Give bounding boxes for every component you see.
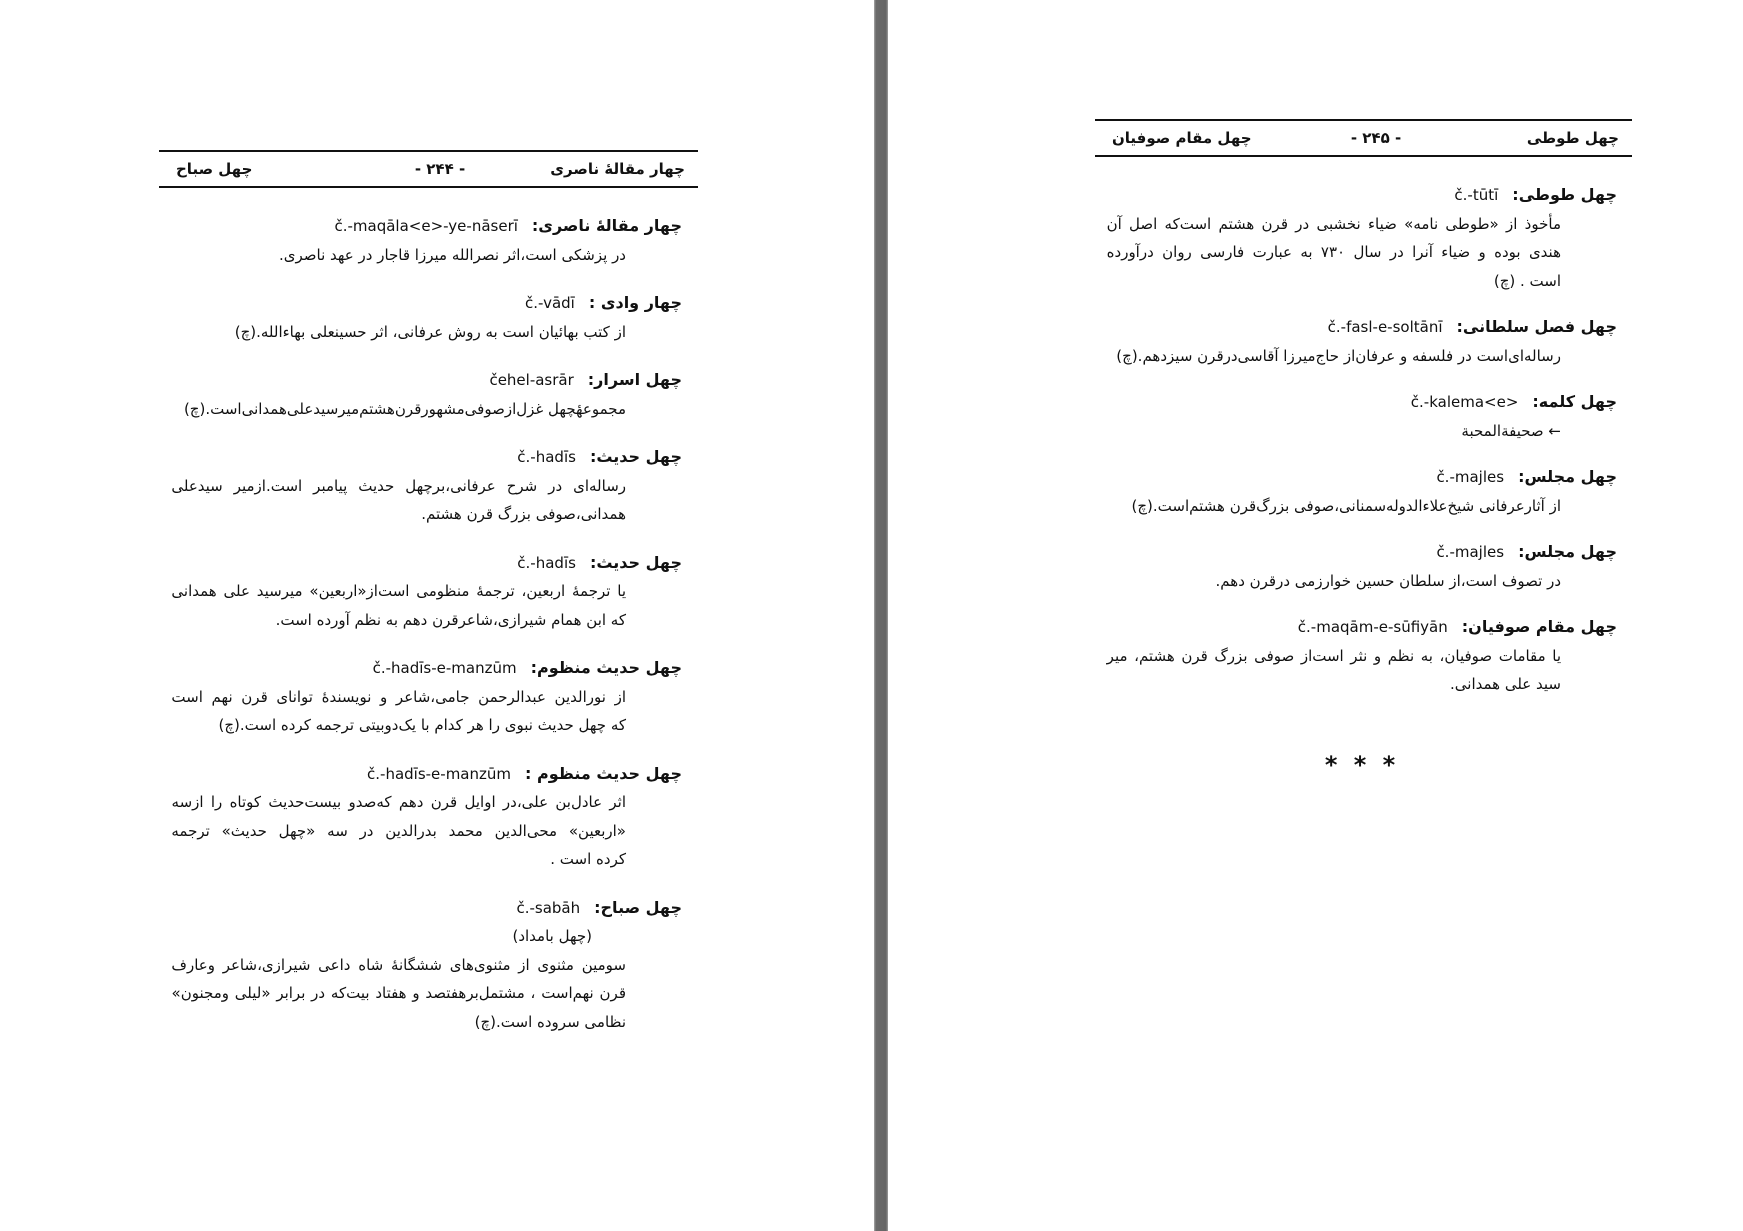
headword-line: [171, 654, 682, 683]
entry: [171, 212, 682, 269]
headword-line: [171, 289, 682, 318]
headword-line: [1106, 613, 1617, 642]
headword: چهل حدیث منظوم:: [530, 658, 682, 677]
body-text: هندی بوده و ضیاء آنرا در سال ۷۳۰ به عبارت فارسی روان درآورده: [1106, 243, 1561, 261]
body-line: [171, 472, 626, 501]
body-text: «اربعین» محی‌الدین محمد بدرالدین در سه «چهل حدیث» ترجمه: [171, 821, 626, 840]
entry: [1106, 613, 1617, 699]
body-text: رساله‌ای‌است در فلسفه و عرفان‌از حاج‌میرزا آقاسی‌درقرن سیزدهم.(چ): [1116, 346, 1561, 365]
entry: [171, 549, 682, 635]
body-text: در پزشکی است،اثر نصرالله میرزا قاجار در عهد ناصری.: [278, 245, 626, 264]
transliteration: č.-hadīs: [517, 553, 576, 572]
body-text: سید علی همدانی.: [1450, 675, 1561, 693]
entry: [171, 894, 682, 1037]
running-header: [159, 150, 698, 188]
headword: چهل کلمه:: [1532, 392, 1617, 411]
headword-line: [1106, 388, 1617, 417]
entry: [171, 654, 682, 740]
headword: چهل مقام صوفیان:: [1461, 617, 1617, 636]
body-line: [1106, 567, 1561, 596]
body-line: [171, 318, 626, 347]
body-line: [171, 788, 626, 817]
headword: چهل حدیث منظوم :: [525, 763, 682, 783]
body-text: کرده است .: [550, 850, 626, 868]
headword: چهل مجلس:: [1518, 467, 1617, 486]
page-number: - ۲۴۵ -: [1350, 129, 1402, 147]
body-text: در تصوف است،از سلطان حسین خوارزمی درقرن دهم.: [1215, 571, 1561, 590]
body-text: مجموعهٔچهل غزل‌ازصوفی‌مشهورقرن‌هشتم‌میرسیدعلی‌همدانی‌است.(چ): [183, 399, 626, 418]
header-first-entry: چهل طوطی: [1526, 129, 1619, 147]
body-line: [1106, 670, 1561, 699]
body-line: [1106, 210, 1561, 239]
entry: [171, 443, 682, 529]
headword: چهل حدیث:: [589, 447, 682, 466]
book-page: [888, 0, 1743, 1231]
headword-line: [1106, 313, 1617, 342]
body-line: [171, 606, 626, 635]
transliteration: č.-maqām-e-sūfiyān: [1297, 618, 1448, 636]
headword: چهل طوطی:: [1512, 185, 1617, 204]
entry: [1106, 313, 1617, 370]
headword-line: [171, 894, 682, 923]
entry: [171, 760, 682, 874]
headword: چهل صباح:: [594, 897, 682, 917]
entry: [1106, 463, 1617, 520]
transliteration: č.-vādī: [525, 294, 575, 312]
body-line: [171, 683, 626, 712]
body-text: یا ترجمهٔ اربعین، ترجمهٔ منظومی است‌از«اربعین» میرسید علی همدانی: [171, 582, 626, 600]
entry: [1106, 538, 1617, 595]
transliteration: č.-fasl-e-soltānī: [1327, 318, 1443, 336]
entry-list: [171, 212, 682, 1036]
transliteration: čehel-asrār: [489, 371, 574, 389]
transliteration: č.-majles: [1436, 543, 1505, 561]
body-line: [1106, 238, 1561, 267]
headword: چهار مقالهٔ ناصری:: [531, 216, 682, 235]
body-text: از کتب بهائیان است به روش عرفانی، اثر حسینعلی بهاءالله.(چ): [234, 322, 626, 341]
headword-line: [1106, 538, 1617, 567]
body-text: اثر عادل‌بن علی،در اوایل قرن دهم که‌صدو بیست‌حدیث کوتاه را ازسه: [171, 793, 626, 811]
headword: چهل حدیث:: [589, 552, 682, 572]
entry: [1106, 181, 1617, 295]
body-text: است . (چ): [1493, 271, 1561, 290]
headword: چهل مجلس:: [1518, 542, 1617, 561]
body-line: [1106, 267, 1561, 296]
body-line: [171, 711, 626, 740]
entry: [171, 366, 682, 423]
headword: چهل فصل سلطانی:: [1456, 317, 1617, 336]
headword-line: [1106, 463, 1617, 492]
transliteration: č.-maqāla<e>-ye-nāserī: [334, 217, 518, 235]
entry-list: [1106, 181, 1617, 699]
transliteration: č.-hadīs-e-manzūm: [367, 764, 512, 783]
body-line: [171, 979, 626, 1008]
body-line: [171, 577, 626, 606]
body-text: که چهل حدیث نبوی را هر کدام با یک‌دوبیتی ترجمه کرده است.(چ): [218, 716, 626, 734]
page-number: - ۲۴۴ -: [414, 160, 466, 178]
body-text: ← صحیفةالمحبة: [1461, 421, 1561, 440]
headword-line: [171, 443, 682, 472]
transliteration: č.-sabāh: [516, 898, 581, 917]
entry: [171, 289, 682, 346]
transliteration: č.-hadīs: [517, 448, 576, 466]
body-line: [171, 395, 626, 424]
headword-line: [1106, 181, 1617, 210]
entry-subtitle: (چهل بامداد): [512, 927, 592, 945]
headword-line: [171, 212, 682, 241]
transliteration: č.-kalema<e>: [1410, 393, 1519, 411]
body-line: [1106, 342, 1561, 371]
body-text: مأخوذ از «طوطی نامه» ضیاء نخشبی در قرن هشتم است‌که اصل آن: [1106, 214, 1561, 233]
entry: [1106, 388, 1617, 445]
headword: چهل اسرار:: [587, 370, 682, 389]
body-text: همدانی،صوفی بزرگ قرن هشتم.: [421, 505, 626, 523]
transliteration: č.-tūtī: [1454, 186, 1499, 204]
headword-line: [171, 760, 682, 789]
body-text: از آثارعرفانی شیخ‌علاءالدوله‌سمنانی،صوفی بزرگ‌قرن هشتم‌است.(چ): [1131, 496, 1561, 515]
transliteration: č.-majles: [1436, 468, 1505, 486]
headword-line: [171, 549, 682, 578]
body-line: [171, 845, 626, 874]
header-last-entry: چهل مقام صوفیان: [1112, 129, 1252, 147]
body-line: [171, 1008, 626, 1037]
headword-line: [171, 366, 682, 395]
body-line: [171, 500, 626, 529]
body-line: [1106, 642, 1561, 671]
page-gutter: [874, 0, 888, 1231]
body-text: سومین مثنوی از مثنوی‌های ششگانهٔ شاه داعی شیرازی،شاعر وعارف: [171, 955, 626, 974]
header-last-entry: چهل صباح: [176, 160, 253, 178]
body-text: نظامی سروده است.(چ): [474, 1012, 626, 1031]
header-first-entry: چهار مقالهٔ ناصری: [550, 160, 685, 178]
body-text: رساله‌ای در شرح عرفانی،برچهل حدیث پیامبر است.ازمیر سیدعلی: [171, 476, 626, 495]
body-text: یا مقامات صوفیان، به نظم و نثر است‌از صوفی بزرگ قرن هشتم، میر: [1106, 646, 1561, 665]
body-line: [1106, 417, 1561, 446]
body-line: [171, 241, 626, 270]
body-text: قرن نهم‌است ، مشتمل‌برهفتصد و هفتاد بیت‌که در برابر «لیلی ومجنون»: [171, 984, 626, 1002]
section-separator: * * *: [1324, 751, 1400, 779]
body-text: از نورالدین عبدالرحمن جامی،شاعر و نویسندهٔ توانای قرن نهم است: [171, 687, 626, 706]
body-line: [1106, 492, 1561, 521]
transliteration: č.-hadīs-e-manzūm: [372, 659, 517, 677]
body-text: که ابن همام شیرازی،شاعرقرن دهم به نظم آورده است.: [275, 610, 626, 629]
body-line: [171, 817, 626, 846]
running-header: [1095, 119, 1632, 157]
headword: چهار وادی :: [588, 293, 682, 312]
body-line: [171, 951, 626, 980]
